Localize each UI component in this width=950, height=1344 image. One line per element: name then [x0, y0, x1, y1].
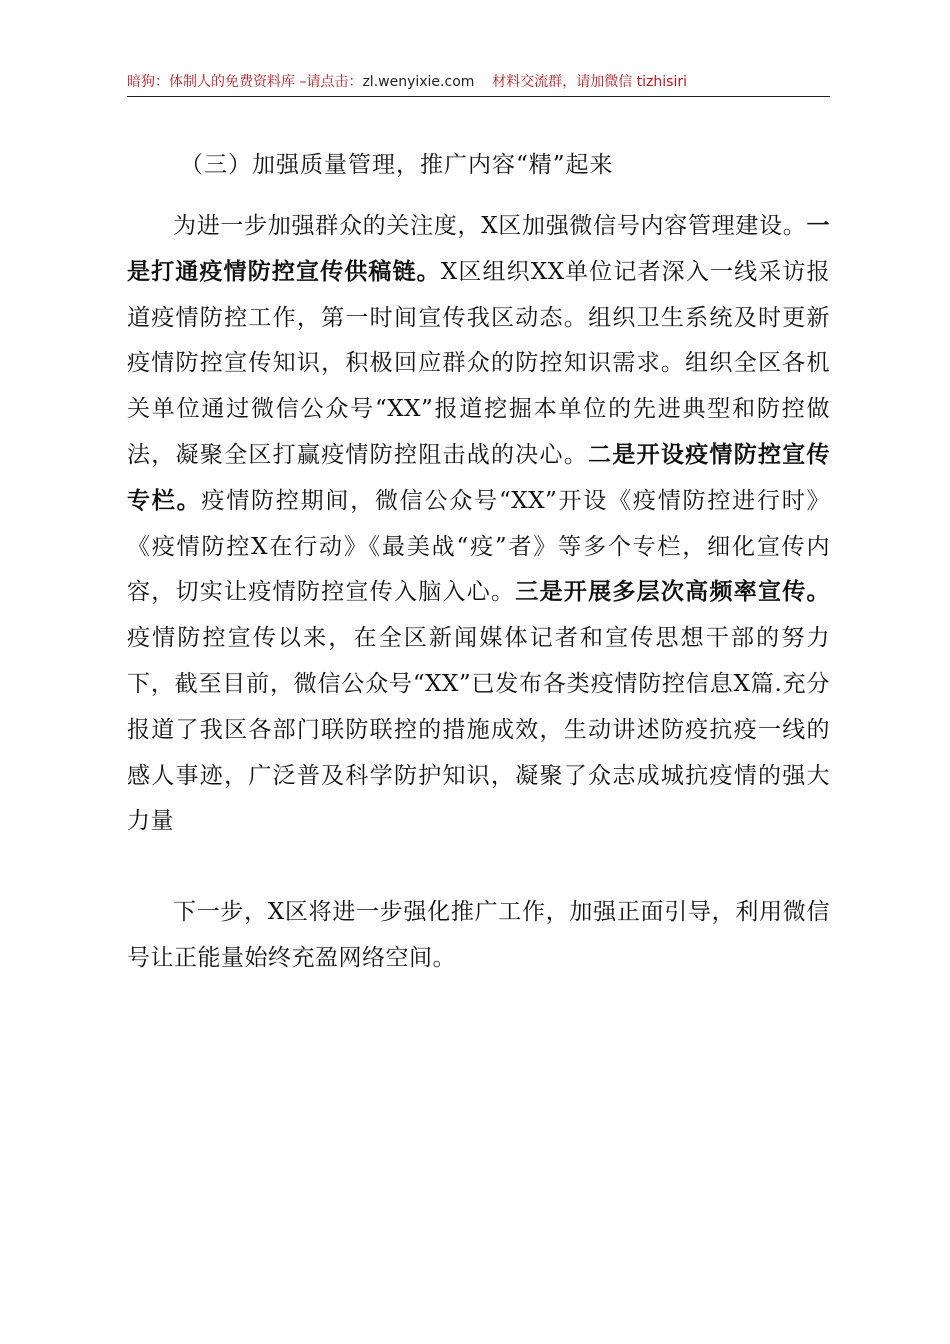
paragraph-intro: 为进一步加强群众的关注度，X区加强微信号内容管理建设。: [173, 213, 807, 239]
point-1-title: 一是打通疫情防控宣传供稿链。: [127, 213, 830, 285]
header-click-prefix: –请点击：: [295, 74, 363, 90]
point-2-title: 二是开设疫情防控宣传专栏。: [127, 441, 831, 514]
point-1-text: X区组织XX单位记者深入一线采访报道疫情防控工作，第一时间宣传我区动态。组织卫生系统及时更新疫情防控宣传知识，积极回应群众的防控知识需求。组织全区各机关单位通过微信公众号“XX”报道挖掘本单位的先进典型和防控做法，凝聚全区打赢疫情防控阻击战的决心。: [127, 258, 831, 468]
header-divider: [127, 96, 830, 97]
point-2-text: 疫情防控期间，微信公众号“XX”开设《疫情防控进行时》《疫情防控X在行动》《最美战“疫”者》等多个专栏，细化宣传内容，切实让疫情防控宣传入脑入心。: [127, 487, 831, 606]
page-header: [127, 70, 830, 94]
body-paragraph-2: 下一步，X区将进一步强化推广工作，加强正面引导，利用微信号让正能量始终充盈网络空间。: [127, 899, 830, 971]
body-paragraph-1: [127, 204, 830, 845]
header-brand: 暗狗：体制人的免费资料库: [127, 74, 295, 90]
point-3-text: 疫情防控宣传以来，在全区新闻媒体记者和宣传思想干部的努力下，截至目前，微信公众号“XX”已发布各类疫情防控信息X篇.充分报道了我区各部门联防联控的措施成效，生动讲述防疫抗疫一线的感人事迹，广泛普及科学防护知识，凝聚了众志成城抗疫情的强大力量: [127, 625, 830, 835]
header-url-link[interactable]: zl.wenyixie.com: [362, 74, 475, 90]
section-heading: （三）加强质量管理，推广内容“精”起来: [180, 152, 614, 178]
point-3-title: 三是开展多层次高频率宣传。: [515, 579, 831, 606]
header-contact: 材料交流群，请加微信 tizhisiri: [492, 74, 687, 90]
